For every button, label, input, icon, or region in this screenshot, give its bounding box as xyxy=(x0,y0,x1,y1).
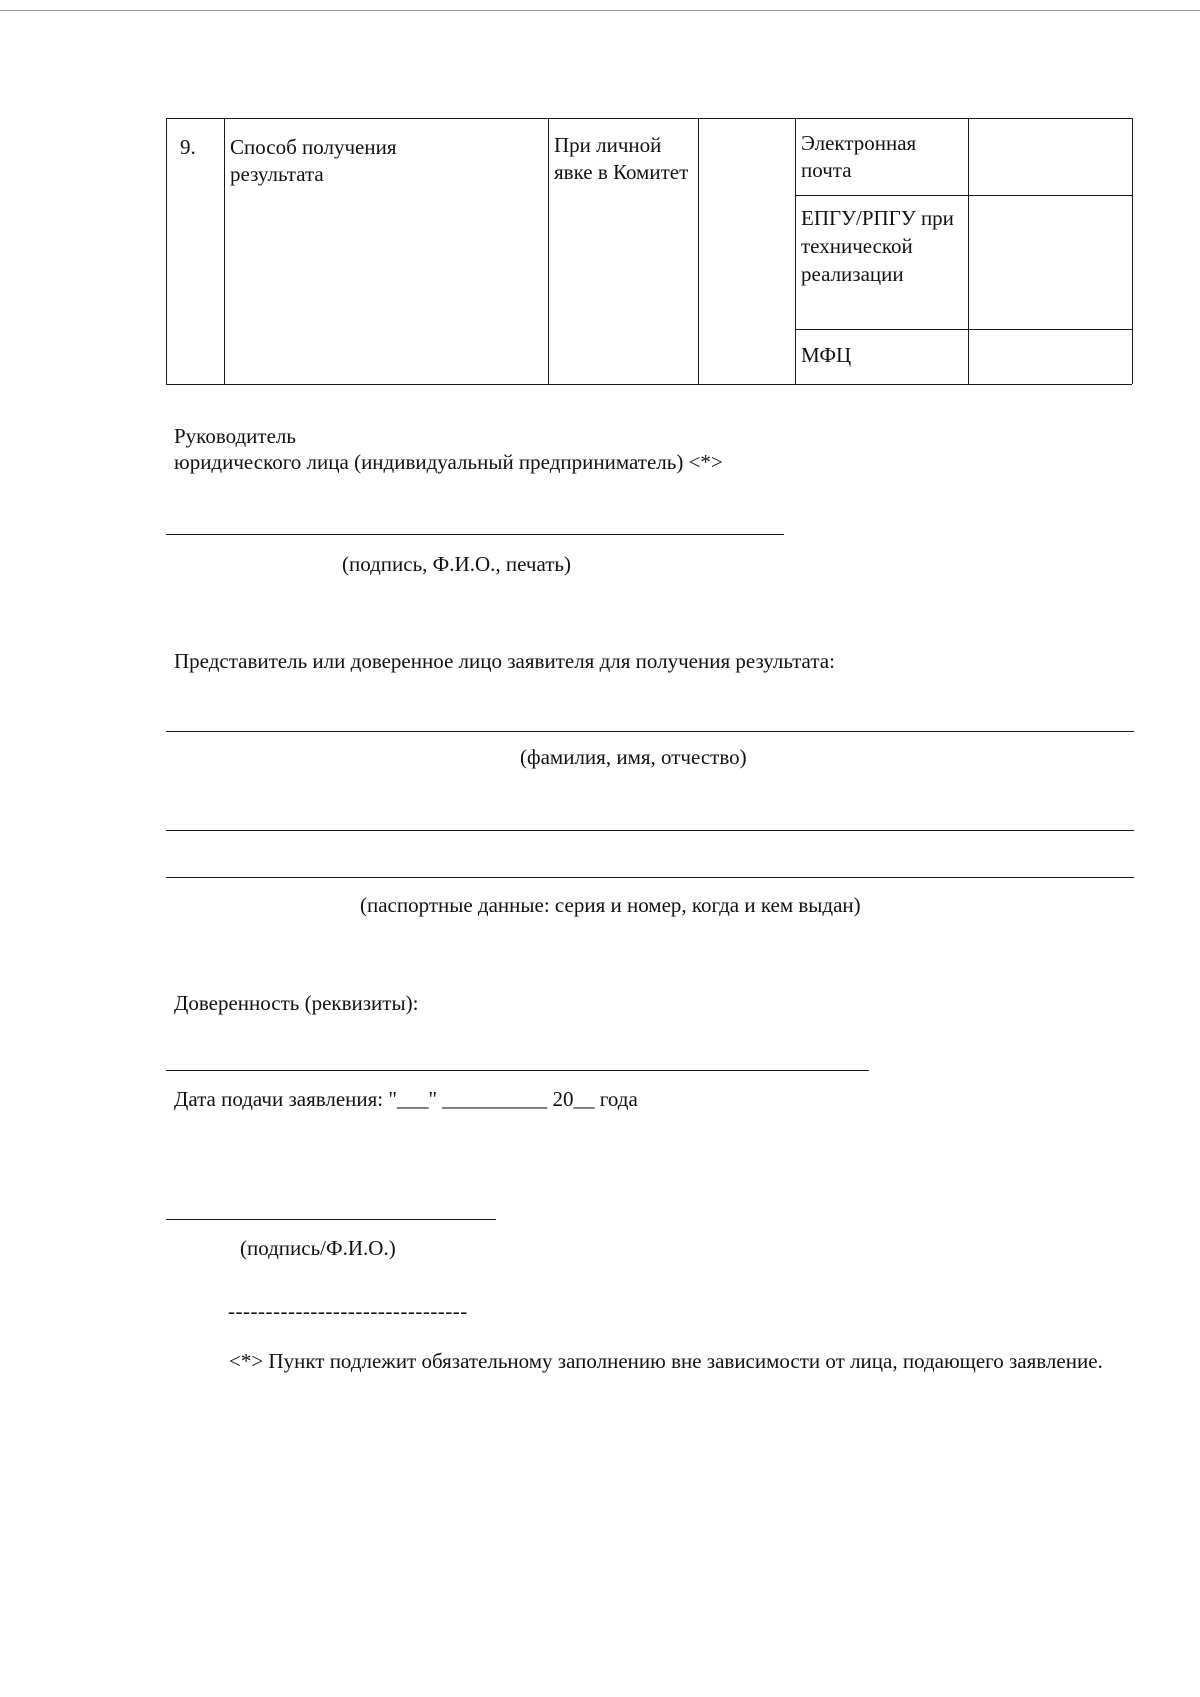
personal-visit-checkbox-cell[interactable] xyxy=(699,119,795,384)
column-divider xyxy=(224,118,225,384)
table-bottom-border xyxy=(166,384,1132,385)
applicant-signature-line[interactable] xyxy=(166,1219,496,1220)
footnote-separator: -------------------------------- xyxy=(228,1299,468,1323)
result-method-label: Способ получения результата xyxy=(230,135,397,186)
email-checkbox-cell[interactable] xyxy=(969,119,1131,195)
head-signature-caption: (подпись, Ф.И.О., печать) xyxy=(342,552,571,576)
application-date: Дата подачи заявления: "___" __________ 20__ года xyxy=(174,1087,638,1111)
passport-caption: (паспортные данные: серия и номер, когда и кем выдан) xyxy=(360,893,861,917)
head-title-line2: юридического лица (индивидуальный предприниматель) <*> xyxy=(174,450,723,474)
representative-name-caption: (фамилия, имя, отчество) xyxy=(520,745,747,769)
power-of-attorney-label: Доверенность (реквизиты): xyxy=(174,991,419,1015)
head-title-line1: Руководитель xyxy=(174,424,296,448)
passport-line-1[interactable] xyxy=(166,830,1134,831)
applicant-signature-caption: (подпись/Ф.И.О.) xyxy=(240,1236,396,1260)
footnote-text: <*> Пункт подлежит обязательному заполнению вне зависимости от лица, подающего заявление. xyxy=(229,1349,1103,1373)
table-right-border xyxy=(1132,118,1133,384)
epgu-checkbox-cell[interactable] xyxy=(969,196,1131,329)
representative-label: Представитель или доверенное лицо заявителя для получения результата: xyxy=(174,649,835,673)
personal-visit-option: При личной явке в Комитет xyxy=(554,133,689,184)
column-divider xyxy=(548,118,549,384)
table-left-border xyxy=(166,118,167,384)
result-method-table xyxy=(166,118,1132,384)
row-number: 9. xyxy=(180,135,196,159)
scan-edge-line xyxy=(0,10,1200,11)
representative-name-line[interactable] xyxy=(166,731,1134,732)
mfc-checkbox-cell[interactable] xyxy=(969,330,1131,384)
option-email: Электронная почта xyxy=(801,131,917,182)
option-epgu: ЕПГУ/РПГУ при технической реализации xyxy=(801,206,954,286)
passport-line-2[interactable] xyxy=(166,877,1134,878)
head-signature-line[interactable] xyxy=(166,534,784,535)
column-divider xyxy=(795,118,796,384)
option-mfc: МФЦ xyxy=(801,343,852,367)
power-of-attorney-line[interactable] xyxy=(166,1070,869,1071)
